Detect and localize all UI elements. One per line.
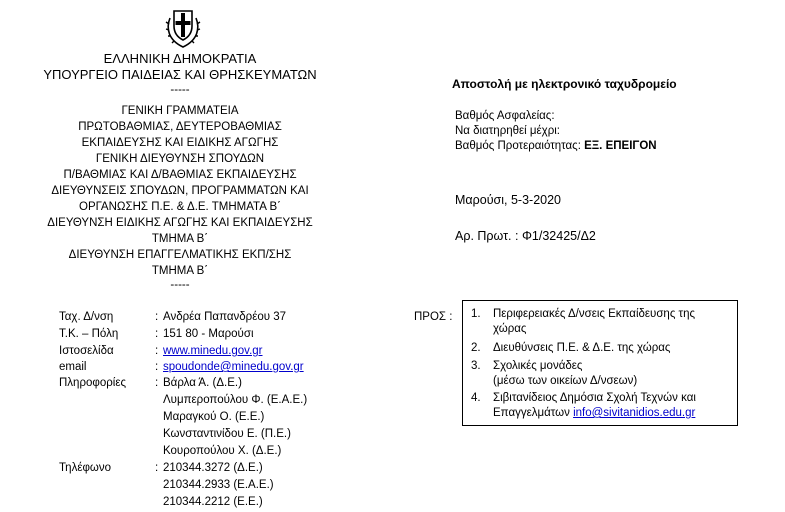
- item-number: 2.: [471, 342, 481, 354]
- item-number: 3.: [471, 360, 481, 372]
- website-label: Ιστοσελίδα: [59, 345, 114, 357]
- phone-label: Τηλέφωνο: [59, 462, 112, 474]
- recipients-label: ΠΡΟΣ :: [414, 311, 453, 323]
- school-email-link[interactable]: info@sivitanidios.edu.gr: [573, 407, 696, 419]
- item-number: 4.: [471, 392, 481, 404]
- delivery-method: Αποστολή με ηλεκτρονικό ταχυδρομείο: [452, 77, 677, 91]
- keep-until-label: Να διατηρηθεί μέχρι:: [455, 125, 560, 137]
- info-person: Βάρλα Ά. (Δ.Ε.): [163, 377, 242, 389]
- header-line: ΓΕΝΙΚΗ ΔΙΕΥΘΥΝΣΗ ΣΠΟΥΔΩΝ: [95, 153, 265, 165]
- security-level-label: Βαθμός Ασφαλείας:: [455, 110, 555, 122]
- header-line: Π/ΒΑΘΜΙΑΣ ΚΑΙ Δ/ΒΑΘΜΙΑΣ ΕΚΠΑΙΔΕΥΣΗΣ: [63, 169, 297, 181]
- recipients-box: [462, 300, 738, 426]
- website-link[interactable]: www.minedu.gov.gr: [163, 345, 263, 357]
- email-link[interactable]: spoudonde@minedu.gov.gr: [163, 361, 304, 373]
- item-text: Σιβιτανίδειος Δημόσια Σχολή Τεχνών και: [493, 392, 696, 404]
- colon: :: [155, 311, 159, 323]
- separator: -----: [170, 84, 190, 96]
- colon: :: [155, 345, 159, 357]
- header-line: ΓΕΝΙΚΗ ΓΡΑΜΜΑΤΕΙΑ: [121, 105, 239, 117]
- priority-label: Βαθμός Προτεραιότητας:: [455, 140, 581, 152]
- item-text-line: [493, 406, 695, 421]
- list-item: [471, 341, 731, 356]
- address-value: Ανδρέα Παπανδρέου 37: [163, 311, 286, 323]
- item-text: Επαγγελμάτων: [493, 407, 570, 419]
- address-label: Ταχ. Δ/νση: [59, 311, 114, 323]
- header-line: ΟΡΓΑΝΩΣΗΣ Π.Ε. & Δ.Ε. ΤΜΗΜΑΤΑ Β΄: [79, 201, 281, 213]
- list-item: [471, 391, 731, 421]
- item-number: 1.: [471, 308, 481, 320]
- header-line: ΔΙΕΥΘΥΝΣΕΙΣ ΣΠΟΥΔΩΝ, ΠΡΟΓΡΑΜΜΑΤΩΝ ΚΑΙ: [51, 185, 309, 197]
- header-line: ΤΜΗΜΑ Β΄: [151, 233, 209, 245]
- list-item: [471, 307, 731, 337]
- info-person: Μαραγκού Ο. (Ε.Ε.): [163, 411, 265, 423]
- info-person: Κουροπούλου Χ. (Δ.Ε.): [163, 445, 282, 457]
- item-text: Περιφερειακές Δ/νσεις Εκπαίδευσης της: [493, 308, 696, 320]
- info-label: Πληροφορίες: [59, 377, 127, 389]
- colon: :: [155, 361, 159, 373]
- header-line: ΔΙΕΥΘΥΝΣΗ ΕΙΔΙΚΗΣ ΑΓΩΓΗΣ ΚΑΙ ΕΚΠΑΙΔΕΥΣΗΣ: [47, 217, 313, 229]
- colon: :: [155, 328, 159, 340]
- list-item: [471, 359, 731, 389]
- phone-number: 210344.2933 (Ε.Α.Ε.): [163, 479, 274, 491]
- item-text: (μέσω των οικείων Δ/νσεων): [493, 375, 638, 387]
- colon: :: [155, 462, 159, 474]
- priority-value: ΕΞ. ΕΠΕΙΓΟΝ: [584, 140, 657, 152]
- issuer-header: [30, 51, 330, 291]
- priority-row: [455, 140, 657, 152]
- email-label: email: [59, 361, 87, 373]
- colon: :: [155, 377, 159, 389]
- item-text: Σχολικές μονάδες: [493, 360, 583, 372]
- coat-of-arms-icon: [163, 6, 203, 50]
- phone-number: 210344.2212 (Ε.Ε.): [163, 496, 263, 508]
- item-text: χώρας: [493, 323, 527, 335]
- header-line: ΔΙΕΥΘΥΝΣΗ ΕΠΑΓΓΕΛΜΑΤΙΚΗΣ ΕΚΠ/ΣΗΣ: [68, 249, 292, 261]
- info-person: Κωνσταντινίδου Ε. (Π.Ε.): [163, 428, 291, 440]
- item-text: Διευθύνσεις Π.Ε. & Δ.Ε. της χώρας: [493, 342, 671, 354]
- protocol-number: Αρ. Πρωτ. : Φ1/32425/Δ2: [455, 229, 596, 243]
- header-line: ΕΚΠΑΙΔΕΥΣΗΣ ΚΑΙ ΕΙΔΙΚΗΣ ΑΓΩΓΗΣ: [81, 137, 279, 149]
- city-label: Τ.Κ. – Πόλη: [59, 328, 119, 340]
- header-line: ΠΡΩΤΟΒΑΘΜΙΑΣ, ΔΕΥΤΕΡΟΒΑΘΜΙΑΣ: [78, 121, 282, 133]
- header-line: ΤΜΗΜΑ Β΄: [151, 265, 209, 277]
- separator: -----: [170, 279, 190, 291]
- phone-number: 210344.3272 (Δ.Ε.): [163, 462, 263, 474]
- city-value: 151 80 - Μαρούσι: [163, 328, 254, 340]
- place-date: Μαρούσι, 5-3-2020: [455, 193, 562, 207]
- info-person: Λυμπεροπούλου Φ. (Ε.Α.Ε.): [163, 394, 308, 406]
- country-name: ΕΛΛΗΝΙΚΗ ΔΗΜΟΚΡΑΤΙΑ: [103, 51, 257, 66]
- ministry-name: ΥΠΟΥΡΓΕΙΟ ΠΑΙΔΕΙΑΣ ΚΑΙ ΘΡΗΣΚΕΥΜΑΤΩΝ: [43, 67, 317, 82]
